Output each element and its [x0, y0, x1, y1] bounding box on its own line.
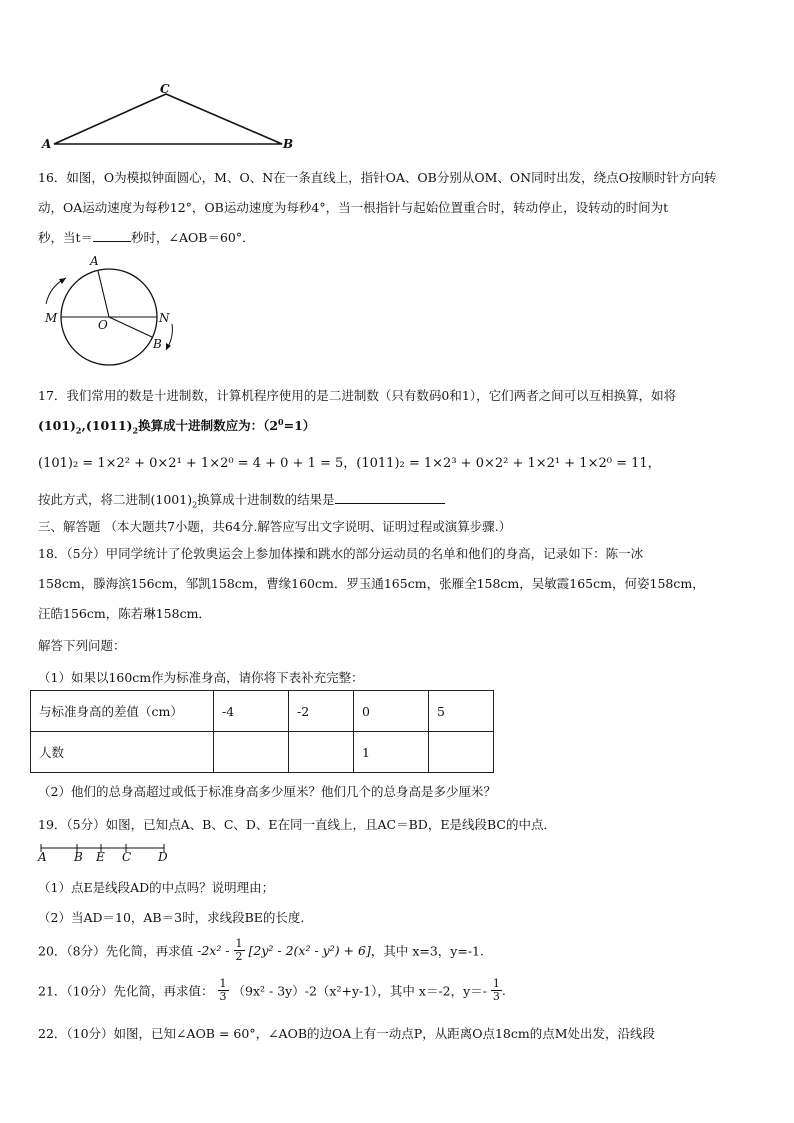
q19-line1: 19．（5分）如图，已知点A、B、C、D、E在同一直线上，且AC＝BD，E是线段BC的中点．	[38, 817, 556, 832]
q17-101: (101)	[38, 418, 76, 433]
segment-label-c: C	[122, 850, 132, 864]
table-cell: 人数	[31, 732, 214, 773]
pointer-ob	[109, 317, 152, 337]
q18-line4: 解答下列问题：	[38, 638, 126, 653]
clock-label-o: O	[98, 318, 108, 332]
q20-expr2: [2y² - 2(x² - y²) + 6]	[248, 943, 371, 958]
q21-fraction2	[491, 978, 502, 1003]
clock-label-b: B	[153, 337, 162, 351]
segment-label-d: D	[158, 850, 168, 864]
q17-line1: 17．我们常用的数是十进制数，计算机程序使用的是二进制数（只有数码0和1），它们两者之间可以互相换算，如将	[38, 388, 677, 403]
q21-num: 1	[219, 977, 227, 990]
q16-line3	[38, 228, 255, 246]
arrowhead-left	[59, 278, 66, 284]
q17-line4-prefix: 按此方式，将二进制(1001)	[38, 492, 193, 507]
table-row	[31, 732, 494, 773]
table-cell: 0	[354, 691, 429, 732]
triangle-label-a: A	[42, 137, 52, 151]
table-cell	[289, 732, 354, 773]
table-cell: 5	[429, 691, 494, 732]
q20-fraction	[234, 938, 245, 963]
segment-label-e: E	[96, 850, 105, 864]
q18-line1: 18．（5分）甲同学统计了伦敦奥运会上参加体操和跳水的部分运动员的名单和他们的身高，记录如下：陈一冰	[38, 546, 644, 561]
table-cell	[214, 732, 289, 773]
q21-fraction	[218, 978, 229, 1003]
q21-num2: 1	[492, 977, 500, 990]
q20-line	[38, 938, 484, 968]
q20-prefix: 20．（8分）先化简，再求值	[38, 943, 194, 959]
q20-expr1: -2x² -	[197, 943, 230, 958]
triangle-label-c: C	[160, 82, 170, 96]
triangle-abc	[54, 94, 282, 144]
answer-blank-17	[335, 503, 445, 504]
q21-den: 3	[219, 990, 227, 1003]
q20-den: 2	[235, 950, 243, 963]
q16-line3-suffix: 秒时，∠AOB＝60°．	[131, 230, 255, 245]
q21-prefix: 21．（10分）先化简，再求值：	[38, 983, 214, 999]
clock-label-n: N	[159, 311, 170, 325]
q19-sub1: （1）点E是线段AD的中点吗？说明理由；	[38, 880, 275, 895]
table-cell	[429, 732, 494, 773]
q17-sub-b: 2	[132, 425, 139, 436]
q18-line3: 汪皓156cm，陈若琳158cm．	[38, 606, 211, 621]
q18-sub1: （1）如果以160cm作为标准身高，请你将下表补充完整：	[38, 670, 364, 685]
section3-heading: 三、解答题 （本大题共7小题，共64分.解答应写出文字说明、证明过程或演算步骤.）	[38, 519, 512, 534]
q22-line1: 22．（10分）如图，已知∠AOB = 60°，∠AOB的边OA上有一动点P，从距离O点18cm的点M处出发，沿线段	[38, 1026, 655, 1041]
segment-label-b: B	[74, 850, 83, 864]
q19-sub2: （2）当AD＝10，AB＝3时，求线段BE的长度.	[38, 910, 305, 925]
q20-num: 1	[235, 937, 243, 950]
q17-1011: ,(1011)	[81, 418, 133, 433]
table-row	[31, 691, 494, 732]
table-cell: -4	[214, 691, 289, 732]
segment-label-a: A	[38, 850, 47, 864]
arrowhead-right	[166, 343, 171, 350]
q17-line2	[38, 416, 315, 436]
q17-line4	[38, 490, 445, 510]
q18-sub2: （2）他们的总身高超过或低于标准身高多少厘米？他们几个的总身高是多少厘米？	[38, 784, 496, 799]
height-table	[30, 690, 494, 773]
q17-sup: 0	[278, 416, 284, 427]
table-cell: -2	[289, 691, 354, 732]
q17-sub-c: 2	[192, 500, 198, 510]
q16-line3-prefix: 秒，当t＝	[38, 230, 94, 245]
table-cell: 与标准身高的差值（cm）	[31, 691, 214, 732]
q16-line2: 动，OA运动速度为每秒12°，OB运动速度为每秒4°，当一根指针与起始位置重合时，转动停止，设转动的时间为t	[38, 200, 669, 215]
q17-sub-a: 2	[75, 425, 82, 436]
q21-den2: 3	[492, 990, 500, 1003]
answer-blank-16	[93, 241, 131, 242]
q18-line2: 158cm，滕海滨156cm，邹凯158cm，曹缘160cm．罗玉通165cm，张雁全158cm，吴敏霞165cm，何姿158cm，	[38, 576, 705, 591]
table-cell: 1	[354, 732, 429, 773]
q21-suffix: .	[501, 983, 506, 998]
q17-convert: 换算成十进制数应为：（2	[138, 418, 279, 433]
triangle-label-b: B	[283, 137, 294, 151]
q17-eq1: =1）	[283, 418, 316, 433]
q17-formula: (101)₂ = 1×2² + 0×2¹ + 1×2⁰ = 4 + 0 + 1 = 5，(1011)₂ = 1×2³ + 0×2² + 1×2¹ + 1×2⁰ = 11，	[38, 456, 661, 471]
q17-line4-suffix: 换算成十进制数的结果是	[197, 492, 335, 507]
q20-suffix: ，其中 x=3，y=-1.	[370, 943, 484, 959]
clock-label-m: M	[45, 311, 58, 325]
clock-label-a: A	[90, 254, 99, 268]
q16-line1: 16．如图，O为模拟钟面圆心，M、O、N在一条直线上，指针OA、OB分别从OM、ON同时出发，绕点O按顺时针方向转	[38, 170, 717, 185]
pointer-oa	[98, 271, 109, 317]
q21-body: （9x² - 3y）-2（x²+y-1），其中 x＝-2，y＝-	[232, 983, 487, 999]
q21-line	[38, 978, 506, 1008]
triangle-figure	[40, 80, 300, 152]
